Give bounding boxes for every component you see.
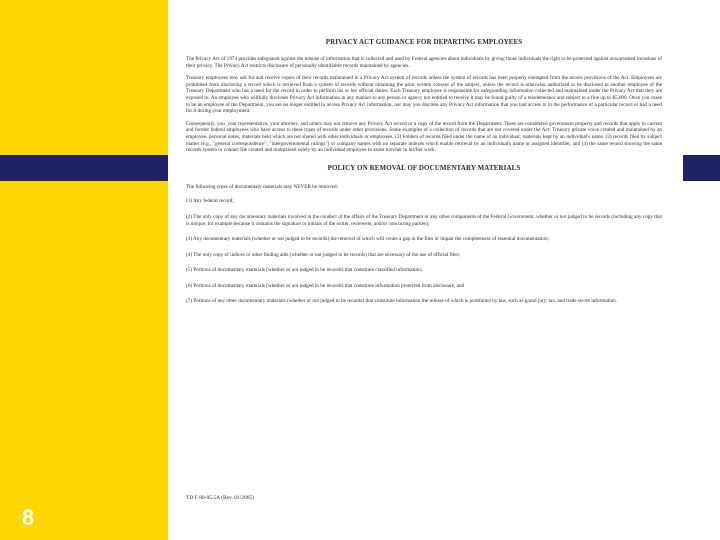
- right-accent-bar: [683, 155, 720, 181]
- policy-intro: The following types of documentary materials may NEVER be removed:: [186, 183, 338, 190]
- list-item: (2) The only copy of any documentary materials involved in the conduct of the affairs of the Treasury Department or any other components of the Federal Government, whether or not judged to be records (including any copy that is unique, for example because it contains the signature or initials of the writer, reviewers, and/or concurring parties);: [186, 213, 662, 227]
- left-color-band: [0, 0, 168, 540]
- policy-title: POLICY ON REMOVAL OF DOCUMENTARY MATERIALS: [327, 163, 521, 172]
- form-code: TD F 80-05.5A (Rev. 01/2005): [186, 495, 255, 501]
- left-accent-bar: [0, 155, 168, 181]
- list-item: (1) Any federal record;: [186, 198, 234, 205]
- document-page: [186, 38, 662, 314]
- list-item: (7) Portions of any other documentary materials (whether or not judged to be records) that constitute information the release of which is prohibited by law, such as grand jury, tax, and trade secret information.: [186, 298, 618, 305]
- document-title: PRIVACY ACT GUIDANCE FOR DEPARTING EMPLOYEES: [325, 38, 523, 46]
- paragraph: Treasury employees may ask for and receive copies of their records maintained in a Privacy Act system of records unless the system of records has been properly exempted from the access provisions of the Act. Employees are prohibited from disclosing a record which is retrieved from a system of records without obtaining the prior written consent of the subject, unless the record is otherwise authorized to be disclosed to another employee of the Treasury Department who has a need for the record in order to perform his or her official duties. Each Treasury employee is responsible for safeguarding information collected and maintained under the Privacy Act that they are exposed to. An employee who willfully discloses Privacy Act information in any manner to any person or agency not entitled to receive it may be found guilty of a misdemeanor and subject to a fine up to $5,000. Once you cease to be an employee of the Department, you are no longer entitled to access Privacy Act information, nor may you disclose any Privacy Act information that you had access to in the performance of a particular record or had a need for it during your employment.: [186, 75, 662, 115]
- paragraph: The Privacy Act of 1974 provides safeguards against the misuse of information that is collected and used by Federal agencies about individuals by giving those individuals the right to be protected against unwarranted invasions of their privacy. The Privacy Act restricts disclosure of personally identifiable records maintained by agencies.: [186, 56, 662, 69]
- list-item: (6) Portions of documentary materials (whether or not judged to be records) that constitute information protected from disclosure, and: [186, 282, 465, 289]
- list-item: (4) The only copy of indices or other finding aids (whether or not judged to be records) that are necessary of the use of official files;: [186, 251, 460, 258]
- list-item: (5) Portions of documentary materials (whether or not judged to be records) that constitute classified information;: [186, 267, 423, 274]
- paragraph: Consequently, you, your representative, your attorney, and others may not remove any Privacy Act record or a copy of the record from the Department. These are considered government property and records that apply to current and former federal employees who have access to these types of records under other provisions. Some examples of a collection of records that are not covered under the Act: Treasury private voice created and maintained by an employee, personal notes, materials held which are not shared with other individuals or employees. (2) Folders of records filed under the name of an individual, materials kept by an individual's name. (3) records filed by subject matter (e.g., "general correspondence", "intergovernmental rulings") or company names with no separate indexes which enable retrieval by an individual's name or assigned identifier, and (4) the same record showing the same records system or contact file created and maintained solely by an individual employee to assist him/her in his/her work.: [186, 120, 662, 154]
- slide-number: 8: [22, 505, 35, 530]
- list-item: (3) Any documentary materials (whether or not judged to be records) the removal of which will create a gap in the files or impair the completeness of essential documentation;: [186, 236, 550, 243]
